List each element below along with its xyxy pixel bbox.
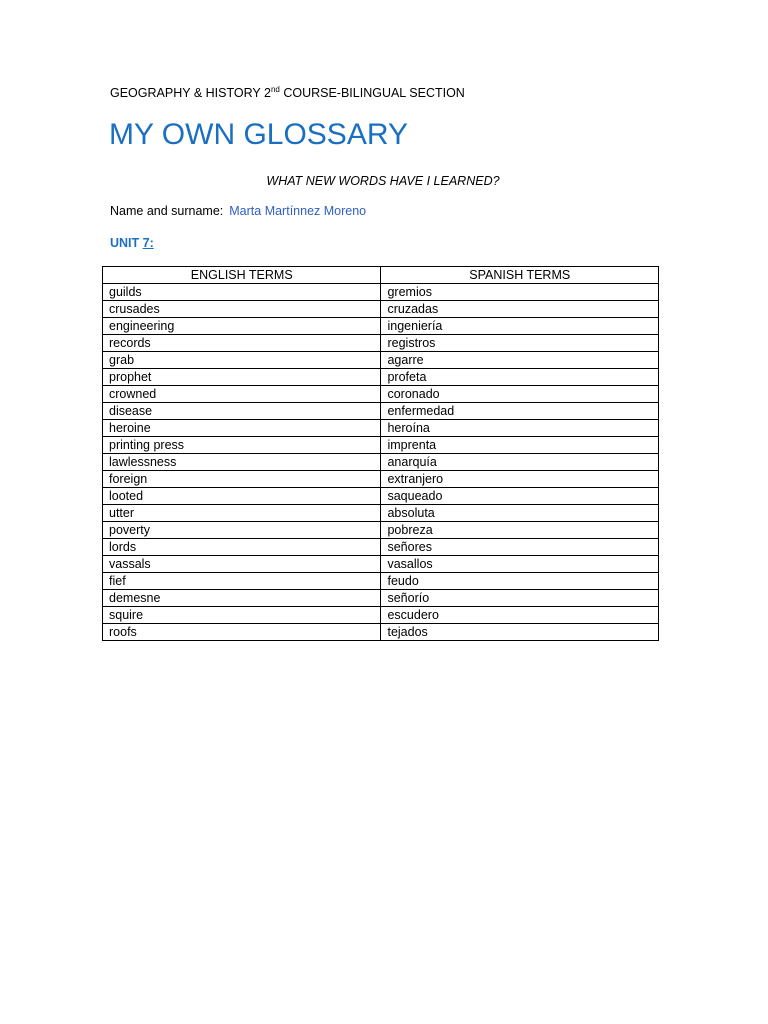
spanish-term-cell: agarre (381, 352, 659, 369)
table-row (103, 471, 659, 488)
name-label: Name and surname: (110, 204, 224, 218)
table-row (103, 284, 659, 301)
english-term-cell: printing press (103, 437, 381, 454)
english-term-cell: looted (103, 488, 381, 505)
unit-heading (110, 236, 154, 250)
english-term-cell: foreign (103, 471, 381, 488)
course-header (110, 86, 465, 100)
spanish-term-cell: heroína (381, 420, 659, 437)
english-term-cell: lawlessness (103, 454, 381, 471)
spanish-term-cell: coronado (381, 386, 659, 403)
spanish-term-cell: ingeniería (381, 318, 659, 335)
table-row (103, 369, 659, 386)
english-term-cell: disease (103, 403, 381, 420)
spanish-term-cell: anarquía (381, 454, 659, 471)
table-row (103, 624, 659, 641)
name-line (110, 204, 366, 218)
english-term-cell: grab (103, 352, 381, 369)
spanish-term-cell: señores (381, 539, 659, 556)
spanish-term-cell: saqueado (381, 488, 659, 505)
table-row (103, 590, 659, 607)
spanish-term-cell: enfermedad (381, 403, 659, 420)
english-term-cell: guilds (103, 284, 381, 301)
unit-number: 7: (142, 236, 154, 250)
course-header-superscript: nd (270, 85, 280, 94)
page-title: MY OWN GLOSSARY (109, 118, 408, 151)
table-row (103, 573, 659, 590)
table-row (103, 318, 659, 335)
table-row (103, 352, 659, 369)
glossary-body (103, 284, 659, 641)
spanish-term-cell: pobreza (381, 522, 659, 539)
spanish-term-cell: profeta (381, 369, 659, 386)
course-header-suffix: COURSE-BILINGUAL SECTION (279, 86, 465, 100)
spanish-term-cell: absoluta (381, 505, 659, 522)
english-term-cell: crowned (103, 386, 381, 403)
spanish-term-cell: cruzadas (381, 301, 659, 318)
english-term-cell: roofs (103, 624, 381, 641)
table-row (103, 505, 659, 522)
header-spanish-terms: SPANISH TERMS (381, 267, 659, 284)
spanish-term-cell: vasallos (381, 556, 659, 573)
table-row (103, 522, 659, 539)
table-row (103, 454, 659, 471)
table-row (103, 301, 659, 318)
english-term-cell: heroine (103, 420, 381, 437)
english-term-cell: poverty (103, 522, 381, 539)
page-subtitle: WHAT NEW WORDS HAVE I LEARNED? (266, 174, 500, 188)
table-row (103, 403, 659, 420)
table-row (103, 488, 659, 505)
table-row (103, 556, 659, 573)
unit-label: UNIT (110, 236, 143, 250)
table-row (103, 420, 659, 437)
spanish-term-cell: gremios (381, 284, 659, 301)
english-term-cell: records (103, 335, 381, 352)
english-term-cell: utter (103, 505, 381, 522)
english-term-cell: squire (103, 607, 381, 624)
spanish-term-cell: registros (381, 335, 659, 352)
glossary-header-row (103, 267, 659, 284)
header-english-terms: ENGLISH TERMS (103, 267, 381, 284)
spanish-term-cell: señorío (381, 590, 659, 607)
name-value: Marta Martínnez Moreno (229, 204, 367, 218)
english-term-cell: fief (103, 573, 381, 590)
table-row (103, 607, 659, 624)
spanish-term-cell: extranjero (381, 471, 659, 488)
table-row (103, 386, 659, 403)
spanish-term-cell: imprenta (381, 437, 659, 454)
table-row (103, 335, 659, 352)
spanish-term-cell: escudero (381, 607, 659, 624)
english-term-cell: lords (103, 539, 381, 556)
spanish-term-cell: feudo (381, 573, 659, 590)
english-term-cell: prophet (103, 369, 381, 386)
english-term-cell: engineering (103, 318, 381, 335)
spanish-term-cell: tejados (381, 624, 659, 641)
table-row (103, 539, 659, 556)
table-row (103, 437, 659, 454)
course-header-prefix: GEOGRAPHY & HISTORY 2 (110, 86, 271, 100)
english-term-cell: vassals (103, 556, 381, 573)
glossary-table (102, 266, 659, 641)
english-term-cell: crusades (103, 301, 381, 318)
english-term-cell: demesne (103, 590, 381, 607)
